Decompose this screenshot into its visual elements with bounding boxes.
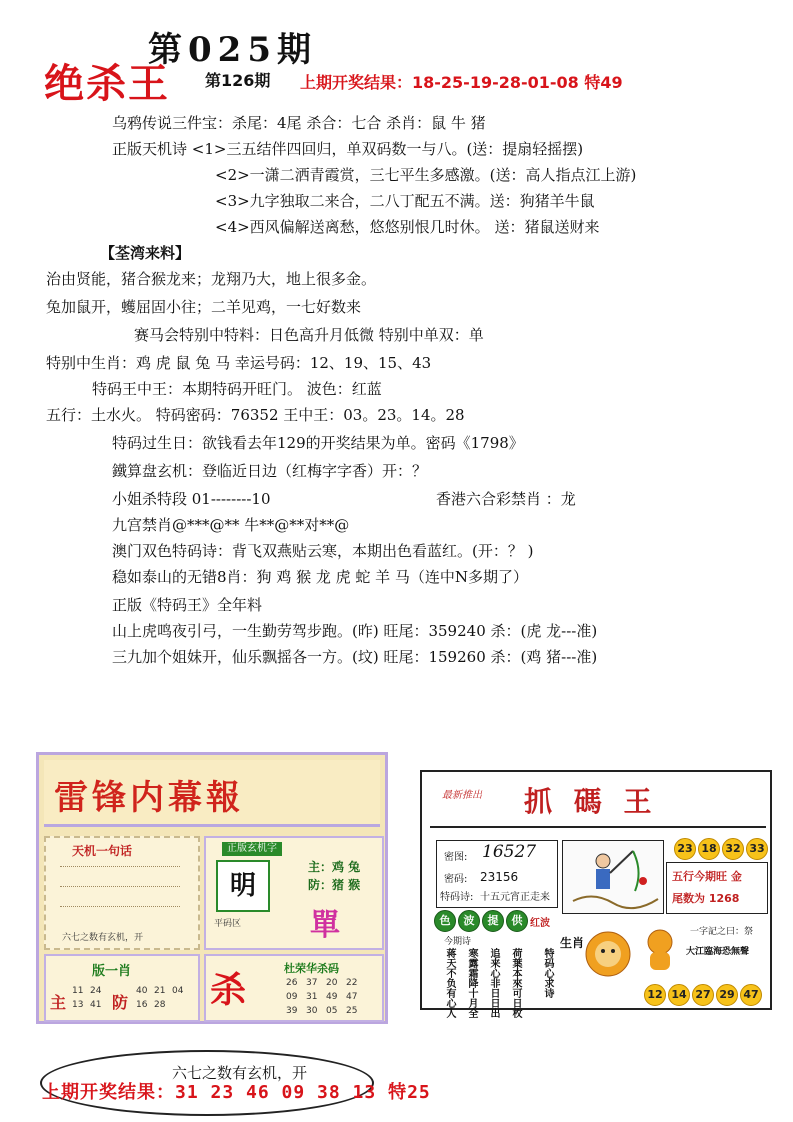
zodiac-num: 40 [136,986,148,996]
text-line: 正版《特码王》全年料 [112,596,263,614]
mima2-value: 23156 [480,870,519,884]
poem-col: 荷葉本來可日枚 [510,948,521,1018]
zodiac-fang: 防 [112,993,129,1012]
bottom-ball: 47 [740,984,762,1006]
section-heading: 【荃湾来料】 [100,244,191,262]
kill-num: 26 [286,978,298,988]
monkey-picture-2 [640,924,680,974]
text-line: <4>西风偏解送离愁，悠悠别恨几时休。 送：猪鼠送财来 [215,218,600,236]
illustration-picture [562,840,664,914]
text-line: 鐵算盘玄机：登临近日边（红梅字字香）开：？ [112,462,428,480]
danshuang-char: 單 [310,908,340,943]
kill-num: 31 [306,992,318,1002]
text-line: 五行：土水火。 特码密码：76352 王中王：03。23。14。28 [46,406,465,424]
brand-title: 绝杀王 [44,61,170,107]
bottom-ball: 27 [692,984,714,1006]
kill-code-title: 杜荣华杀码 [284,962,339,975]
poem-col: 今期诗 [444,937,472,947]
zodiac-num: 28 [154,1000,166,1010]
zodiac-num: 11 [72,986,84,996]
top-ball: 32 [722,838,744,860]
hint-box-foot: 六七之数有玄机，开 [62,933,144,943]
footer-caption: 六七之数有玄机，开 [172,1064,308,1082]
hint-box-title: 天机一句话 [72,844,133,858]
poem-label: 特码诗: [440,892,474,903]
tab-red: 红波 [530,918,550,929]
text-line: 香港六合彩禁肖 ：龙 [436,490,576,508]
top-ball: 18 [698,838,720,860]
text-line: 乌鸦传说三件宝：杀尾：4尾 杀合：七合 杀肖：鼠 牛 猪 [112,114,486,132]
sub-issue: 第126期 [205,71,271,90]
top-ball: 23 [674,838,696,860]
zodiac-box-title: 版一肖 [92,964,132,979]
tab-chip: 波 [458,910,480,932]
zodiac-num: 24 [90,986,102,996]
kill-num: 25 [346,1006,358,1016]
zodiac-num: 41 [90,1000,102,1010]
last-result: 上期开奖结果：18-25-19-28-01-08 特49 [300,73,623,92]
shengxiao-label: 生肖 [560,936,585,950]
promo-label: 最新推出 [442,790,482,801]
poem-col: 蒋天不负有心人 [444,948,455,1018]
text-line: 特别中生肖：鸡 虎 鼠 兔 马 幸运号码：12、19、15、43 [46,354,432,372]
text-line: 特码王中王：本期特码开旺门。 波色：红蓝 [92,380,382,398]
tab-chip: 提 [482,910,504,932]
mima2-label: 密码: [444,874,468,885]
text-line: 特码过生日：欲钱看去年129的开奖结果为单。密码《1798》 [112,434,524,452]
bottom-ball: 12 [644,984,666,1006]
text-line: 澳门双色特码诗：背飞双燕贴云寒，本期出色看蓝红。(开：？ ) [112,542,534,560]
left-panel-title: 雷锋内幕報 [54,778,244,818]
top-ball: 33 [746,838,768,860]
footer-result: 上期开奖结果：31 23 46 09 38 13 特25 [42,1082,431,1103]
kill-num: 49 [326,992,338,1002]
text-line: <2>一潇二洒青霞赏，三七平生多感激。(送：高人指点江上游) [215,166,637,184]
text-line: 兔加鼠开，蠖屈固小往；二羊见鸡，一七好数来 [46,298,362,316]
keyword-sub: 平码区 [214,919,242,929]
kill-num: 39 [286,1006,298,1016]
bottom-ball: 14 [668,984,690,1006]
kill-num: 37 [306,978,318,988]
kill-num: 47 [346,992,358,1002]
zodiac-num: 04 [172,986,184,996]
mima-value: 16527 [482,842,537,862]
keyword-zhu: 主：鸡 兔 [308,860,361,874]
issue-number: 第025期 [148,30,317,70]
zodiac-num: 13 [72,1000,84,1010]
weishu-text: 尾数为 1268 [672,892,740,905]
text-line: 三九加个姐妹开，仙乐飘摇各一方。(坟) 旺尾：159260 杀：(鸡 猪---准) [112,648,598,666]
poem-col: 寒露霜降十月全 [466,948,477,1018]
text-line: 九宫禁肖@***@** 牛**@**对**@ [112,516,350,534]
keyword-box-title: 正版玄机字 [222,842,282,856]
kill-num: 20 [326,978,338,988]
keyword-fang: 防：猪 猴 [308,878,361,892]
zodiac-num: 21 [154,986,166,996]
poem-value: 十五元宵正走来 [480,892,550,903]
tab-chip: 供 [506,910,528,932]
mima-label: 密图: [444,852,468,863]
poem-col: 特码心求诗 [542,948,553,998]
poem-col: 追来心非日日出 [488,948,499,1018]
sentence-text: 大江臨海恐無聲 [686,947,750,957]
yizi-text: 一字記之曰：祭 [690,927,754,937]
text-line: 正版天机诗 <1>三五结伴四回归，单双码数一与八。(送：提扇轻摇摆) [112,140,584,158]
kill-num: 22 [346,978,358,988]
right-panel-title: 抓 碼 王 [524,785,658,818]
kill-num: 30 [306,1006,318,1016]
zodiac-num: 16 [136,1000,148,1010]
text-line: 治由贤能，猪合猴龙来；龙翔乃大，地上很多金。 [46,270,377,288]
wuxing-text: 五行今期旺 金 [672,870,742,883]
bottom-ball: 29 [716,984,738,1006]
tab-chip: 色 [434,910,456,932]
text-line: 赛马会特别中特料：日色高升月低微 特别中单双：单 [134,326,484,344]
text-line: 山上虎鸣夜引弓，一生勤劳驾步跑。(昨) 旺尾：359240 杀：(虎 龙---准) [112,622,598,640]
kill-num: 05 [326,1006,338,1016]
text-line: 稳如泰山的无错8肖：狗 鸡 猴 龙 虎 蛇 羊 马（连中N多期了） [112,568,529,586]
kill-char: 杀 [210,969,247,1011]
text-line: <3>九字独取二来合，二八丁配五不满。送：狗猪羊牛鼠 [215,192,595,210]
text-line: 小姐杀特段 01--------10 [112,490,271,508]
keyword-char: 明 [216,860,270,912]
monkey-picture [578,924,638,984]
zodiac-zhu: 主 [50,993,67,1012]
kill-num: 09 [286,992,298,1002]
